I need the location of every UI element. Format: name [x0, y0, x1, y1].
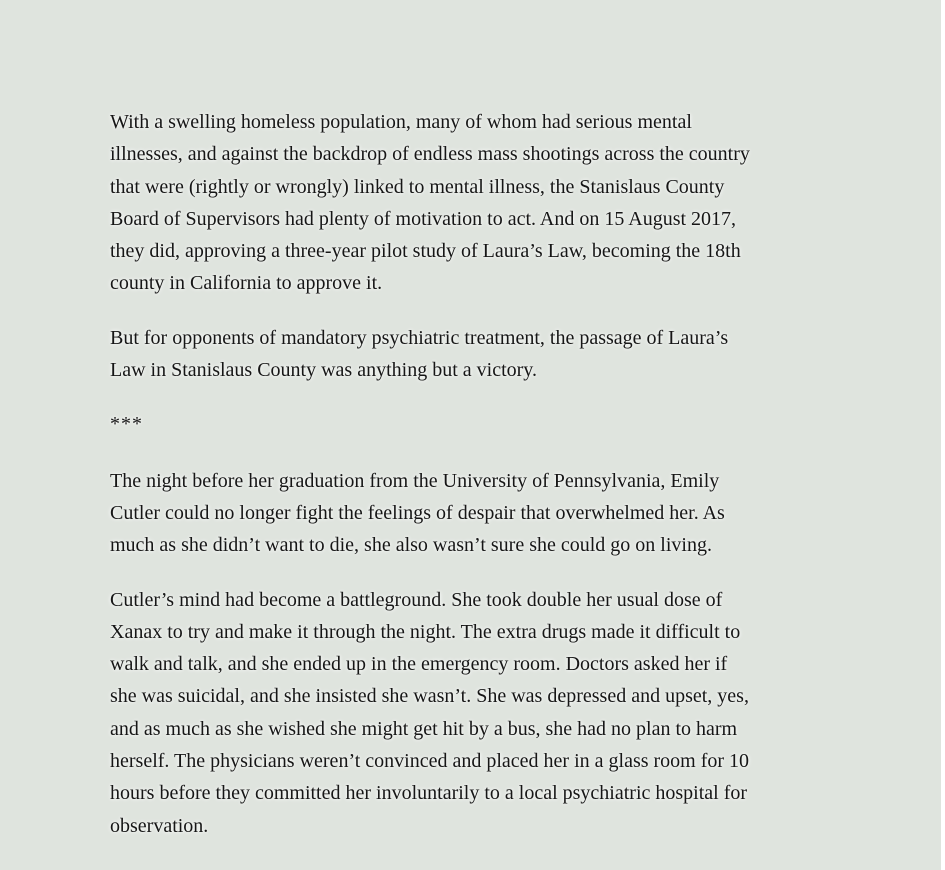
text-line: With a swelling homeless population, many of whom had serious mental — [110, 111, 692, 133]
paragraph-1 — [110, 106, 830, 300]
document-body — [110, 106, 830, 864]
page-edge — [941, 0, 945, 870]
text-line: Law in Stanislaus County was anything but a victory. — [110, 359, 537, 382]
text-line: and as much as she wished she might get hit by a bus, she had no plan to harm — [110, 717, 738, 740]
section-separator — [110, 408, 830, 440]
text-line: Cutler could no longer fight the feelings of despair that overwhelmed her. As — [110, 501, 725, 524]
text-line: herself. The physicians weren’t convinced and placed her in a glass room for 10 — [110, 750, 750, 773]
text-line: Cutler’s mind had become a battleground. She took double her usual dose of — [110, 588, 723, 611]
text-line: county in California to approve it. — [110, 272, 383, 295]
text-line: The night before her graduation from the University of Pennsylvania, Emily — [110, 469, 720, 492]
text-line: that were (rightly or wrongly) linked to mental illness, the Stanislaus County — [110, 175, 725, 198]
text-line: illnesses, and against the backdrop of endless mass shootings across the country — [110, 143, 750, 166]
text-line: she was suicidal, and she insisted she wasn’t. She was depressed and upset, yes, — [110, 685, 749, 708]
text-line: much as she didn’t want to die, she also wasn’t sure she could go on living. — [110, 534, 712, 557]
text-line: hours before they committed her involuntarily to a local psychiatric hospital for — [110, 782, 748, 805]
paragraph-4 — [110, 584, 830, 842]
text-line: Board of Supervisors had plenty of motivation to act. And on 15 August 2017, — [110, 207, 737, 230]
text-line: they did, approving a three-year pilot study of Laura’s Law, becoming the 18th — [110, 240, 741, 263]
text-line: Xanax to try and make it through the night. The extra drugs made it difficult to — [110, 620, 741, 643]
separator-text: *** — [110, 413, 143, 436]
paragraph-2 — [110, 322, 830, 387]
text-line: observation. — [110, 814, 209, 837]
text-line: But for opponents of mandatory psychiatric treatment, the passage of Laura’s — [110, 326, 729, 349]
paragraph-3 — [110, 465, 830, 562]
text-line: walk and talk, and she ended up in the emergency room. Doctors asked her if — [110, 653, 728, 676]
